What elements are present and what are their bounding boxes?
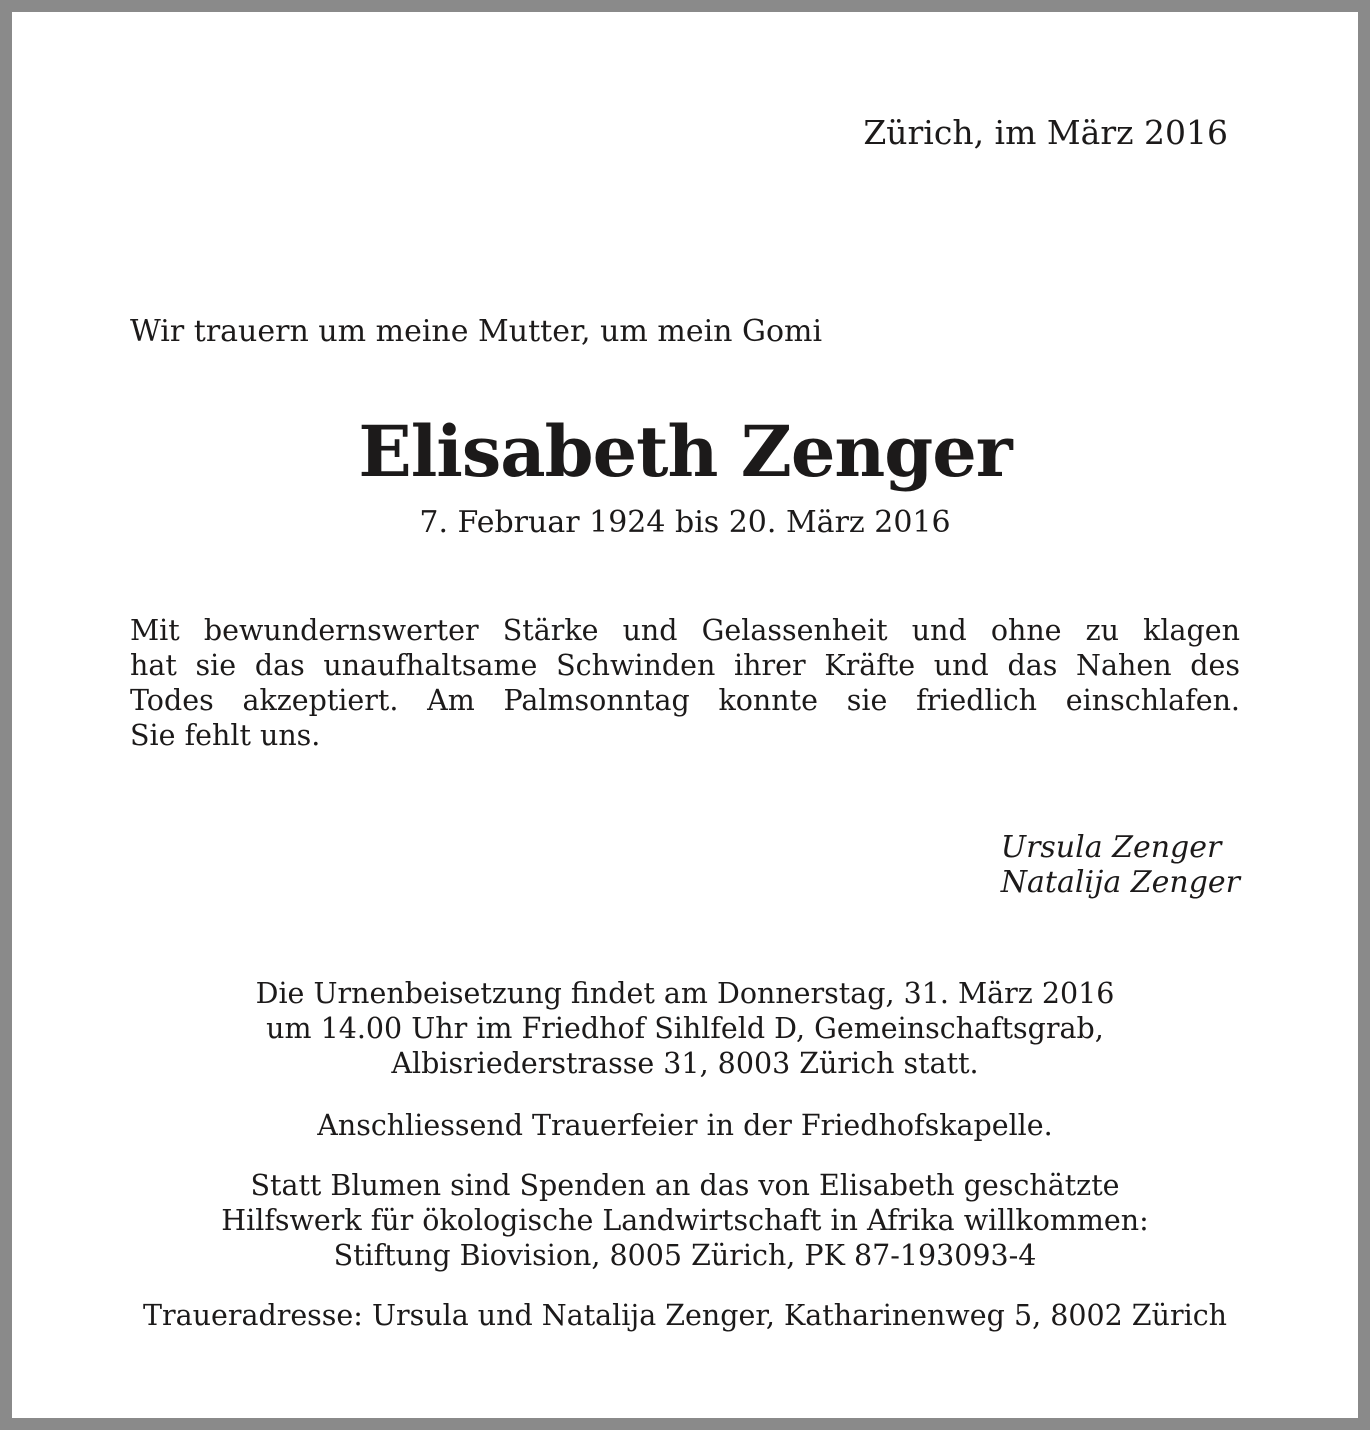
donation-line: Hilfswerk für ökologische Landwirtschaft in Afrika willkommen:: [221, 1204, 1149, 1237]
signature-name: Natalija Zenger: [1000, 865, 1240, 900]
burial-line: Albisriederstrasse 31, 8003 Zürich statt.: [391, 1047, 979, 1080]
place-and-date: Zürich, im März 2016: [863, 113, 1228, 152]
tribute-paragraph: [130, 613, 1240, 753]
life-dates: 7. Februar 1924 bis 20. März 2016: [419, 505, 951, 540]
burial-info: [12, 976, 1358, 1081]
address-line: Traueradresse: Ursula und Natalija Zenger, Katharinenweg 5, 8002 Zürich: [142, 1299, 1228, 1332]
burial-line: Die Urnenbeisetzung findet am Donnerstag, 31. März 2016: [255, 977, 1115, 1010]
burial-line: um 14.00 Uhr im Friedhof Sihlfeld D, Gemeinschaftsgrab,: [266, 1012, 1104, 1045]
donation-info: [12, 1168, 1358, 1273]
donation-line: Statt Blumen sind Spenden an das von Elisabeth geschätzte: [250, 1169, 1120, 1202]
tribute-line: Todes akzeptiert. Am Palmsonntag konnte sie friedlich einschlafen.: [130, 684, 1240, 717]
ceremony-line: Anschliessend Trauerfeier in der Friedhofskapelle.: [317, 1109, 1053, 1142]
ceremony-info: [12, 1108, 1358, 1143]
tribute-line: Sie fehlt uns.: [130, 719, 321, 752]
signatures: [1001, 830, 1240, 900]
tribute-line: Mit bewundernswerter Stärke und Gelassenheit und ohne zu klagen: [130, 614, 1240, 647]
intro-line: Wir trauern um meine Mutter, um mein Gomi: [130, 314, 823, 349]
donation-line: Stiftung Biovision, 8005 Zürich, PK 87-193093-4: [333, 1239, 1037, 1272]
obituary-notice: [12, 12, 1358, 1418]
signature-name: Ursula Zenger: [1000, 830, 1222, 865]
tribute-line: hat sie das unaufhaltsame Schwinden ihrer Kräfte und das Nahen des: [130, 649, 1240, 682]
deceased-name: Elisabeth Zenger: [358, 410, 1012, 493]
mourning-address: [12, 1298, 1358, 1333]
